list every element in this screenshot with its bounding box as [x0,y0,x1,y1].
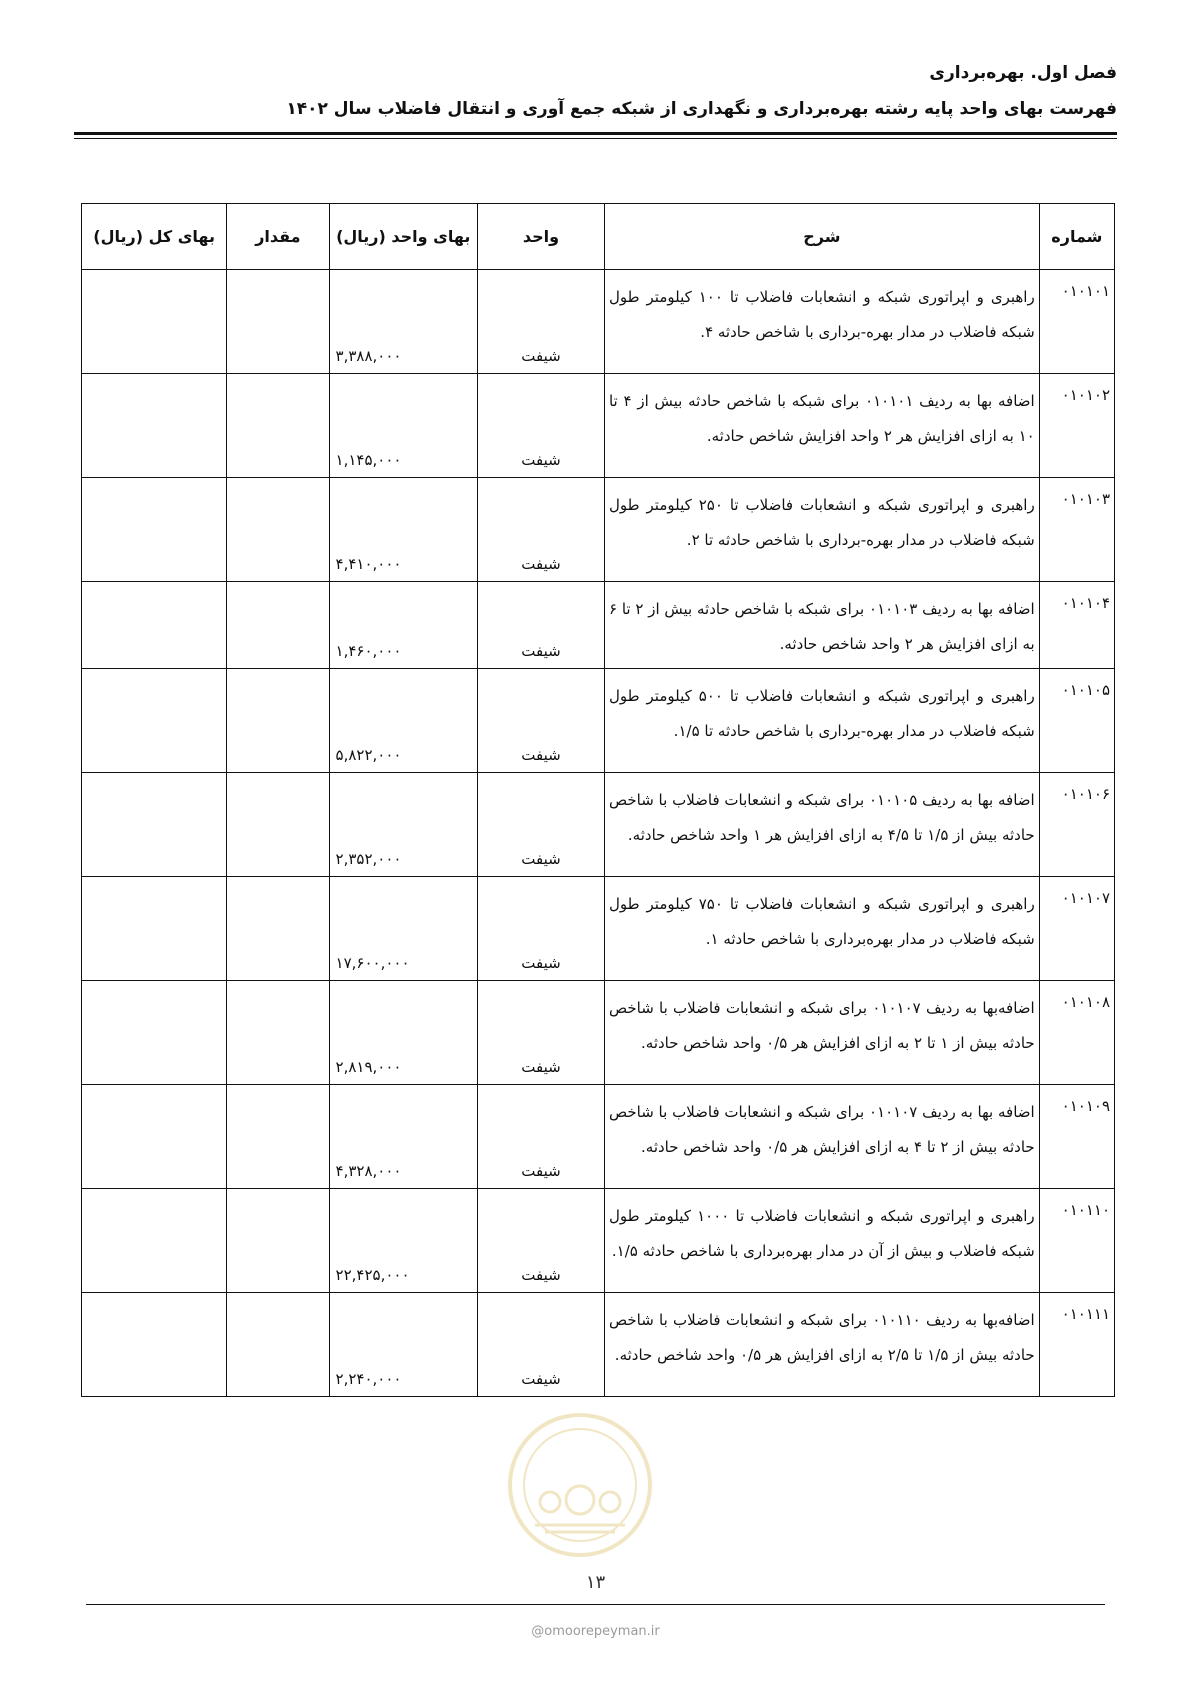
cell-total-price [82,1189,227,1293]
cell-unit-price: ۲,۲۴۰,۰۰۰ [329,1293,477,1397]
cell-description: اضافه بها به ردیف ۰۱۰۱۰۳ برای شبکه با شاخص حادثه بیش از ۲ تا ۶ به ازای افزایش هر ۲ واحد شاخص حادثه. [604,582,1039,669]
table-row [82,582,1115,669]
cell-quantity [227,981,329,1085]
table-row [82,877,1115,981]
cell-description: اضافه بها به ردیف ۰۱۰۱۰۷ برای شبکه و انشعابات فاضلاب با شاخص حادثه بیش از ۲ تا ۴ به ازای افزایش هر ۰/۵ واحد شاخص حادثه. [604,1085,1039,1189]
table-row [82,374,1115,478]
cell-code: ۰۱۰۱۰۹ [1039,1085,1114,1189]
cell-quantity [227,877,329,981]
cell-code: ۰۱۰۱۰۶ [1039,773,1114,877]
footer-rule [86,1604,1105,1605]
cell-code: ۰۱۰۱۰۲ [1039,374,1114,478]
cell-unit-price: ۴,۴۱۰,۰۰۰ [329,478,477,582]
logo-watermark [505,1410,655,1560]
cell-total-price [82,773,227,877]
table-header-row [82,204,1115,270]
cell-unit-price: ۱۷,۶۰۰,۰۰۰ [329,877,477,981]
cell-total-price [82,1085,227,1189]
cell-code: ۰۱۰۱۰۱ [1039,270,1114,374]
cell-unit: شیفت [478,773,605,877]
cell-code: ۰۱۰۱۱۰ [1039,1189,1114,1293]
page-number: ۱۳ [585,1572,606,1593]
header-quantity: مقدار [227,204,329,270]
cell-description: اضافه بها به ردیف ۰۱۰۱۰۵ برای شبکه و انشعابات فاضلاب با شاخص حادثه بیش از ۱/۵ تا ۴/۵ به ازای افزایش هر ۱ واحد شاخص حادثه. [604,773,1039,877]
header-unit: واحد [478,204,605,270]
cell-code: ۰۱۰۱۱۱ [1039,1293,1114,1397]
footer-url: @omoorepeyman.ir [531,1624,660,1639]
cell-unit-price: ۱,۱۴۵,۰۰۰ [329,374,477,478]
cell-description: راهبری و اپراتوری شبکه و انشعابات فاضلاب تا ۵۰۰ کیلومتر طول شبکه فاضلاب در مدار بهره-برداری با شاخص حادثه تا ۱/۵. [604,669,1039,773]
cell-description: اضافه بها به ردیف ۰۱۰۱۰۱ برای شبکه با شاخص حادثه بیش از ۴ تا ۱۰ به ازای افزایش هر ۲ واحد افزایش شاخص حادثه. [604,374,1039,478]
cell-total-price [82,981,227,1085]
cell-code: ۰۱۰۱۰۳ [1039,478,1114,582]
table-row [82,1085,1115,1189]
cell-quantity [227,669,329,773]
cell-unit-price: ۲,۸۱۹,۰۰۰ [329,981,477,1085]
page-header [74,58,1117,124]
cell-code: ۰۱۰۱۰۷ [1039,877,1114,981]
cell-unit-price: ۱,۴۶۰,۰۰۰ [329,582,477,669]
cell-quantity [227,270,329,374]
header-unit-price: بهای واحد (ریال) [329,204,477,270]
cell-quantity [227,582,329,669]
table-row [82,669,1115,773]
header-total-price: بهای کل (ریال) [82,204,227,270]
cell-quantity [227,1189,329,1293]
cell-unit: شیفت [478,1189,605,1293]
cell-unit: شیفت [478,478,605,582]
cell-quantity [227,478,329,582]
cell-total-price [82,270,227,374]
table-row [82,981,1115,1085]
cell-unit: شیفت [478,270,605,374]
cell-unit: شیفت [478,981,605,1085]
cell-description: راهبری و اپراتوری شبکه و انشعابات فاضلاب تا ۱۰۰ کیلومتر طول شبکه فاضلاب در مدار بهره-برداری با شاخص حادثه ۴. [604,270,1039,374]
table-row [82,1293,1115,1397]
cell-quantity [227,1085,329,1189]
cell-total-price [82,877,227,981]
cell-total-price [82,478,227,582]
cell-unit: شیفت [478,582,605,669]
price-list-table [81,203,1115,1397]
cell-description: اضافه‌بها به ردیف ۰۱۰۱۰۷ برای شبکه و انشعابات فاضلاب با شاخص حادثه بیش از ۱ تا ۲ به ازای افزایش هر ۰/۵ واحد شاخص حادثه. [604,981,1039,1085]
cell-unit: شیفت [478,877,605,981]
header-description: شرح [604,204,1039,270]
cell-total-price [82,669,227,773]
cell-total-price [82,582,227,669]
cell-unit: شیفت [478,1085,605,1189]
cell-unit-price: ۲۲,۴۲۵,۰۰۰ [329,1189,477,1293]
cell-total-price [82,374,227,478]
cell-unit-price: ۵,۸۲۲,۰۰۰ [329,669,477,773]
cell-quantity [227,374,329,478]
chapter-title: فصل اول. بهره‌برداری [929,63,1117,83]
table-row [82,773,1115,877]
cell-description: راهبری و اپراتوری شبکه و انشعابات فاضلاب تا ۷۵۰ کیلومتر طول شبکه فاضلاب در مدار بهره‌برداری با شاخص حادثه ۱. [604,877,1039,981]
cell-code: ۰۱۰۱۰۸ [1039,981,1114,1085]
cell-total-price [82,1293,227,1397]
cell-description: اضافه‌بها به ردیف ۰۱۰۱۱۰ برای شبکه و انشعابات فاضلاب با شاخص حادثه بیش از ۱/۵ تا ۲/۵ به ازای افزایش هر ۰/۵ واحد شاخص حادثه. [604,1293,1039,1397]
table-row [82,1189,1115,1293]
cell-unit: شیفت [478,669,605,773]
header-rule-thick [74,132,1117,135]
cell-unit: شیفت [478,374,605,478]
document-title: فهرست بهای واحد پایه رشته بهره‌برداری و نگهداری از شبکه جمع آوری و انتقال فاضلاب سال ۱۴۰۲ [286,99,1117,119]
header-code: شماره [1039,204,1114,270]
cell-description: راهبری و اپراتوری شبکه و انشعابات فاضلاب تا ۱۰۰۰ کیلومتر طول شبکه فاضلاب و بیش از آن در مدار بهره‌برداری با شاخص حادثه ۱/۵. [604,1189,1039,1293]
table-row [82,478,1115,582]
cell-quantity [227,1293,329,1397]
cell-unit-price: ۴,۳۲۸,۰۰۰ [329,1085,477,1189]
header-rule-thin [74,138,1117,139]
table-row [82,270,1115,374]
cell-unit-price: ۳,۳۸۸,۰۰۰ [329,270,477,374]
cell-quantity [227,773,329,877]
cell-unit-price: ۲,۳۵۲,۰۰۰ [329,773,477,877]
cell-code: ۰۱۰۱۰۴ [1039,582,1114,669]
cell-description: راهبری و اپراتوری شبکه و انشعابات فاضلاب تا ۲۵۰ کیلومتر طول شبکه فاضلاب در مدار بهره-برداری با شاخص حادثه تا ۲. [604,478,1039,582]
cell-unit: شیفت [478,1293,605,1397]
cell-code: ۰۱۰۱۰۵ [1039,669,1114,773]
